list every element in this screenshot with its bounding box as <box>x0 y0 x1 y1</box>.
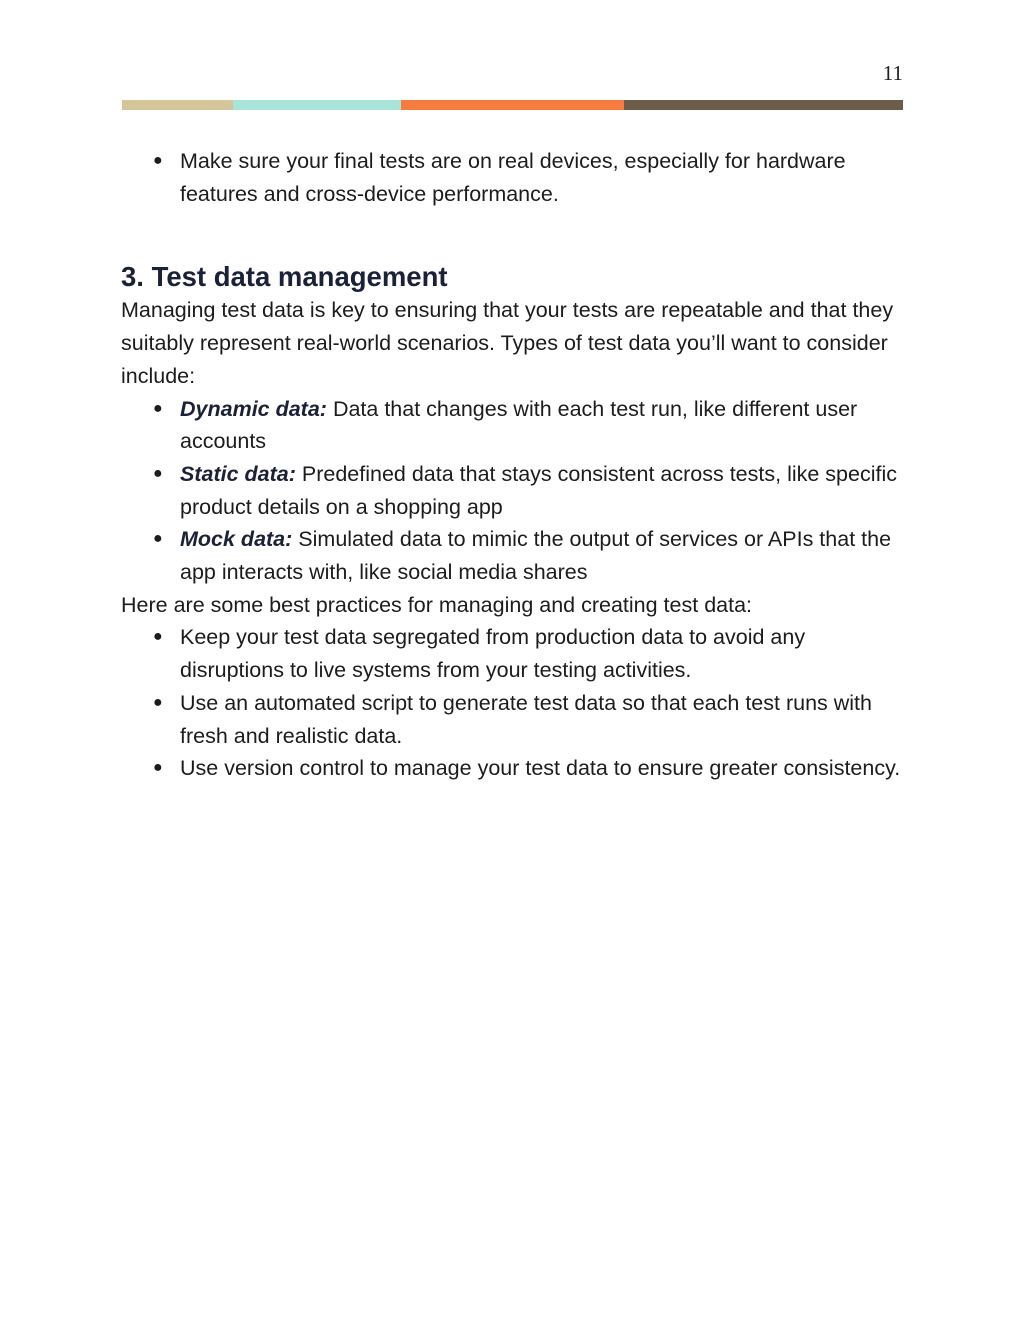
page-content <box>121 145 906 785</box>
color-bar-segment-orange <box>401 100 624 110</box>
data-type-term: Static data: <box>180 461 296 486</box>
list-item <box>121 458 906 523</box>
bullet-icon: ● <box>153 628 163 646</box>
color-bar-segment-aqua <box>233 100 401 110</box>
data-type-term: Mock data: <box>180 527 293 552</box>
data-type-description: Data that changes with each test run, like different user accounts <box>180 396 858 454</box>
list-item <box>121 621 906 686</box>
list-item-text: Use an automated script to generate test data so that each test runs with fresh and realistic data. <box>180 690 872 748</box>
list-item-text: Keep your test data segregated from production data to avoid any disruptions to live systems from your testing activities. <box>180 625 806 683</box>
bullet-icon: ● <box>153 759 163 777</box>
list-item <box>121 523 906 588</box>
color-bar-segment-tan <box>122 100 233 110</box>
bullet-icon: ● <box>153 399 163 417</box>
top-bullet-list <box>121 145 906 210</box>
bullet-icon: ● <box>153 464 163 482</box>
list-item <box>121 145 906 210</box>
list-item <box>121 752 906 785</box>
list-item-text: Make sure your final tests are on real devices, especially for hardware features and cross-device performance. <box>180 149 846 206</box>
header-color-bar <box>122 100 903 110</box>
section-intro-paragraph: Managing test data is key to ensuring that your tests are repeatable and that they suitably represent real-world scenarios. Types of test data you’ll want to consider include: <box>121 298 894 388</box>
page-number: 11 <box>882 61 903 85</box>
data-type-description: Simulated data to mimic the output of services or APIs that the app interacts with, like social media shares <box>180 527 892 585</box>
bullet-icon: ● <box>153 530 163 548</box>
data-type-description: Predefined data that stays consistent across tests, like specific product details on a shopping app <box>180 461 897 519</box>
data-types-list <box>121 393 906 589</box>
best-practices-list <box>121 621 906 785</box>
section-heading: 3. Test data management <box>121 261 448 293</box>
data-type-term: Dynamic data: <box>180 396 327 421</box>
bullet-icon: ● <box>153 693 163 711</box>
list-item <box>121 393 906 458</box>
list-item <box>121 687 906 752</box>
color-bar-segment-brown <box>624 100 903 110</box>
list-item-text: Use version control to manage your test data to ensure greater consistency. <box>180 756 901 781</box>
practices-intro-paragraph: Here are some best practices for managing and creating test data: <box>121 592 753 617</box>
bullet-icon: ● <box>153 152 163 169</box>
